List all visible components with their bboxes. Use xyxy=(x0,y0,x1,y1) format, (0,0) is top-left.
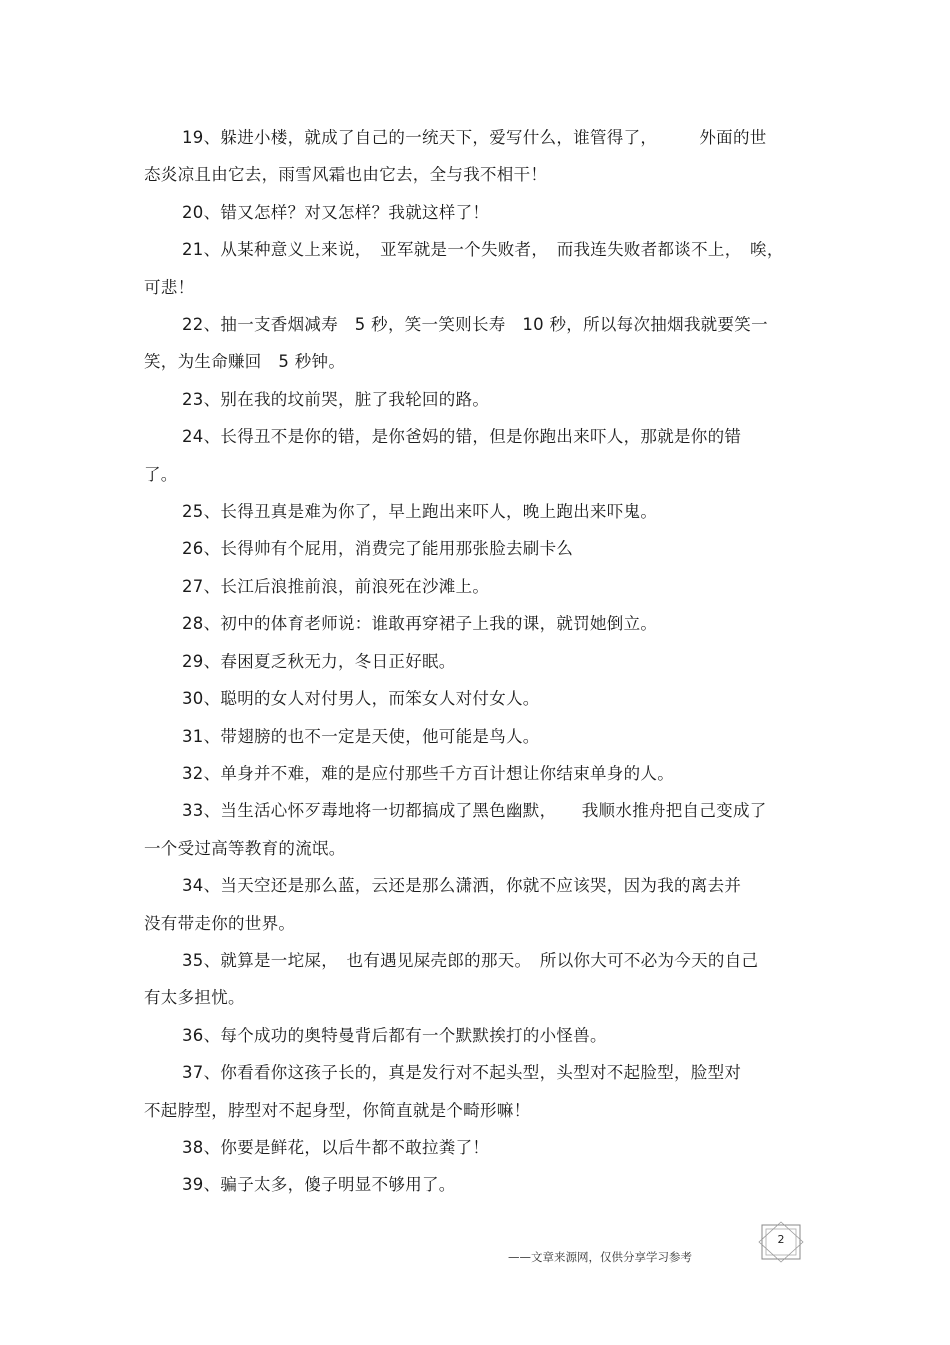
paragraph-line: 22、抽一支香烟减寿 5 秒，笑一笑则长寿 10 秒，所以每次抽烟我就要笑一 xyxy=(182,315,768,335)
paragraph-line: 31、带翅膀的也不一定是天使，他可能是鸟人。 xyxy=(182,726,540,746)
paragraph-continuation-line: 不起脖型，脖型对不起身型，你简直就是个畸形嘛！ xyxy=(144,1100,531,1120)
paragraph-line: 30、聪明的女人对付男人，而笨女人对付女人。 xyxy=(182,689,540,709)
paragraph-line: 38、你要是鲜花，以后牛都不敢拉粪了！ xyxy=(182,1137,490,1157)
paragraph-line: 26、长得帅有个屁用，消费完了能用那张脸去刷卡么 xyxy=(182,539,574,559)
paragraph-line: 19、躲进小楼，就成了自己的一统天下，爱写什么，谁管得了， 外面的世 xyxy=(182,128,767,147)
paragraph-line: 27、长江后浪推前浪，前浪死在沙滩上。 xyxy=(182,576,490,596)
paragraph-continuation-line: 有太多担忧。 xyxy=(144,988,245,1008)
paragraph-line: 25、长得丑真是难为你了，早上跑出来吓人，晚上跑出来吓鬼。 xyxy=(182,502,658,522)
paragraph-continuation-line: 态炎凉且由它去，雨雪风霜也由它去，全与我不相干！ xyxy=(144,165,548,185)
paragraph-continuation-line: 了。 xyxy=(144,464,178,484)
paragraph-continuation-line: 没有带走你的世界。 xyxy=(144,913,296,933)
paragraph-line: 28、初中的体育老师说：谁敢再穿裙子上我的课，就罚她倒立。 xyxy=(182,614,658,634)
paragraph-line: 29、春困夏乏秋无力，冬日正好眠。 xyxy=(182,651,456,671)
paragraph-line: 36、每个成功的奥特曼背后都有一个默默挨打的小怪兽。 xyxy=(182,1025,607,1045)
paragraph-line: 24、长得丑不是你的错，是你爸妈的错，但是你跑出来吓人，那就是你的错 xyxy=(182,427,742,447)
paragraph-continuation-line: 笑，为生命赚回 5 秒钟。 xyxy=(144,352,346,372)
paragraph-line: 33、当生活心怀歹毒地将一切都搞成了黑色幽默， 我顺水推舟把自己变成了 xyxy=(182,801,767,821)
footer-source-text: ——文章来源网，仅供分享学习参考 xyxy=(508,1250,692,1264)
page-number: 2 xyxy=(777,1233,785,1246)
content-body xyxy=(144,119,806,1204)
paragraph-line: 21、从某种意义上来说， 亚军就是一个失败者， 而我连失败者都谈不上， 唉， xyxy=(182,240,784,260)
paragraph-line: 20、错又怎样？对又怎样？我就这样了！ xyxy=(182,202,490,222)
paragraph-line: 34、当天空还是那么蓝，云还是那么潇洒，你就不应该哭，因为我的离去并 xyxy=(182,876,742,896)
paragraph-line: 23、别在我的坟前哭，脏了我轮回的路。 xyxy=(182,389,490,409)
paragraph-continuation-line: 一个受过高等教育的流氓。 xyxy=(144,838,346,858)
paragraph-line: 37、你看看你这孩子长的，真是发行对不起头型，头型对不起脸型，脸型对 xyxy=(182,1063,742,1083)
paragraph-line: 35、就算是一坨屎， 也有遇见屎壳郎的那天。 所以你大可不必为今天的自己 xyxy=(182,950,759,970)
paragraph-line: 32、单身并不难，难的是应付那些千方百计想让你结束单身的人。 xyxy=(182,763,674,783)
paragraph-line: 39、骗子太多，傻子明显不够用了。 xyxy=(182,1175,456,1195)
paragraph-continuation-line: 可悲！ xyxy=(144,277,195,297)
